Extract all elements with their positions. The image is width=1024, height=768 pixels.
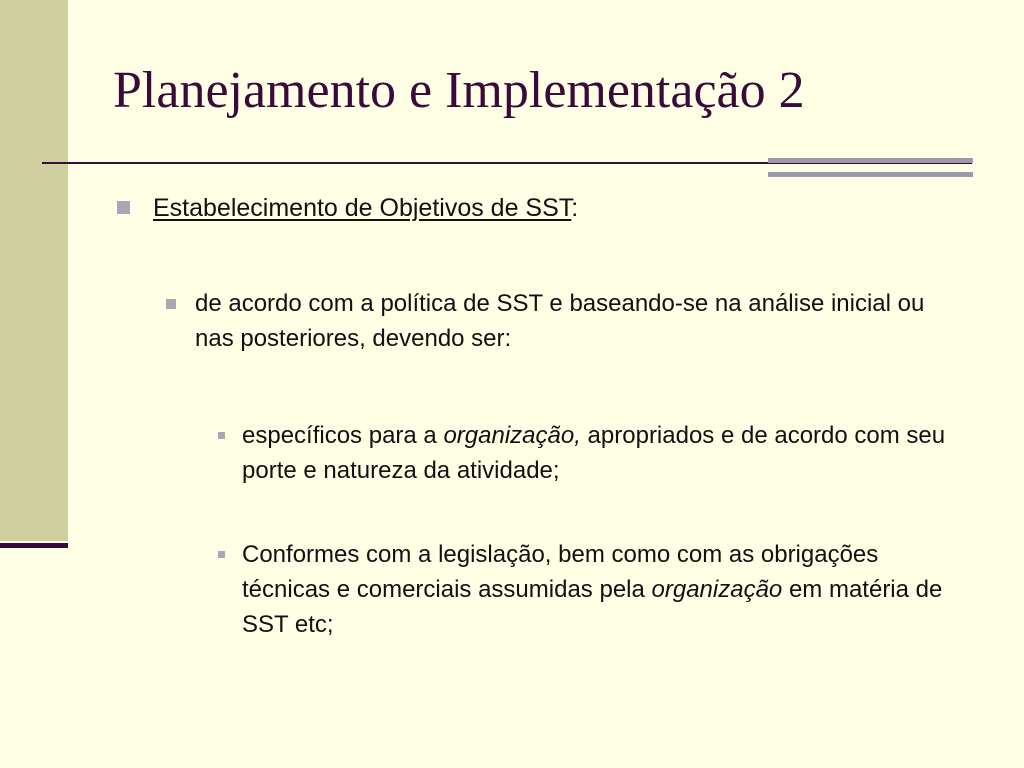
bullet-level3-text (242, 418, 962, 488)
specific-text-end: apropriados e de acordo com seu porte e natureza da atividade; (242, 422, 946, 484)
specific-text-start: específicos para a (242, 422, 444, 449)
divider-accent-top (768, 158, 973, 163)
objectives-heading-colon: : (571, 194, 579, 222)
left-decorative-bar (0, 0, 68, 541)
bullet-level2-text: de acordo com a política de SST e baseando-se na análise inicial ou nas posteriores, devendo ser: (195, 290, 925, 352)
left-bar-underline (0, 543, 68, 548)
conformity-text-end: em matéria de SST etc; (242, 576, 943, 638)
square-bullet-icon (117, 201, 130, 214)
bullet-level3-text (242, 537, 962, 642)
conformity-text-italic: organização (651, 576, 783, 603)
objectives-heading: Estabelecimento de Objetivos de SST (153, 194, 572, 222)
slide-title: Planejamento e Implementação 2 (113, 62, 805, 119)
divider-accent-bottom (768, 172, 973, 177)
square-bullet-icon (218, 432, 225, 439)
square-bullet-icon (166, 299, 176, 309)
bullet-level1-text (153, 191, 578, 225)
conformity-text-start: Conformes com a legislação, bem como com as obrigações técnicas e comerciais assumidas pela (242, 541, 879, 603)
square-bullet-icon (218, 551, 225, 558)
specific-text-italic: organização, (443, 422, 581, 449)
